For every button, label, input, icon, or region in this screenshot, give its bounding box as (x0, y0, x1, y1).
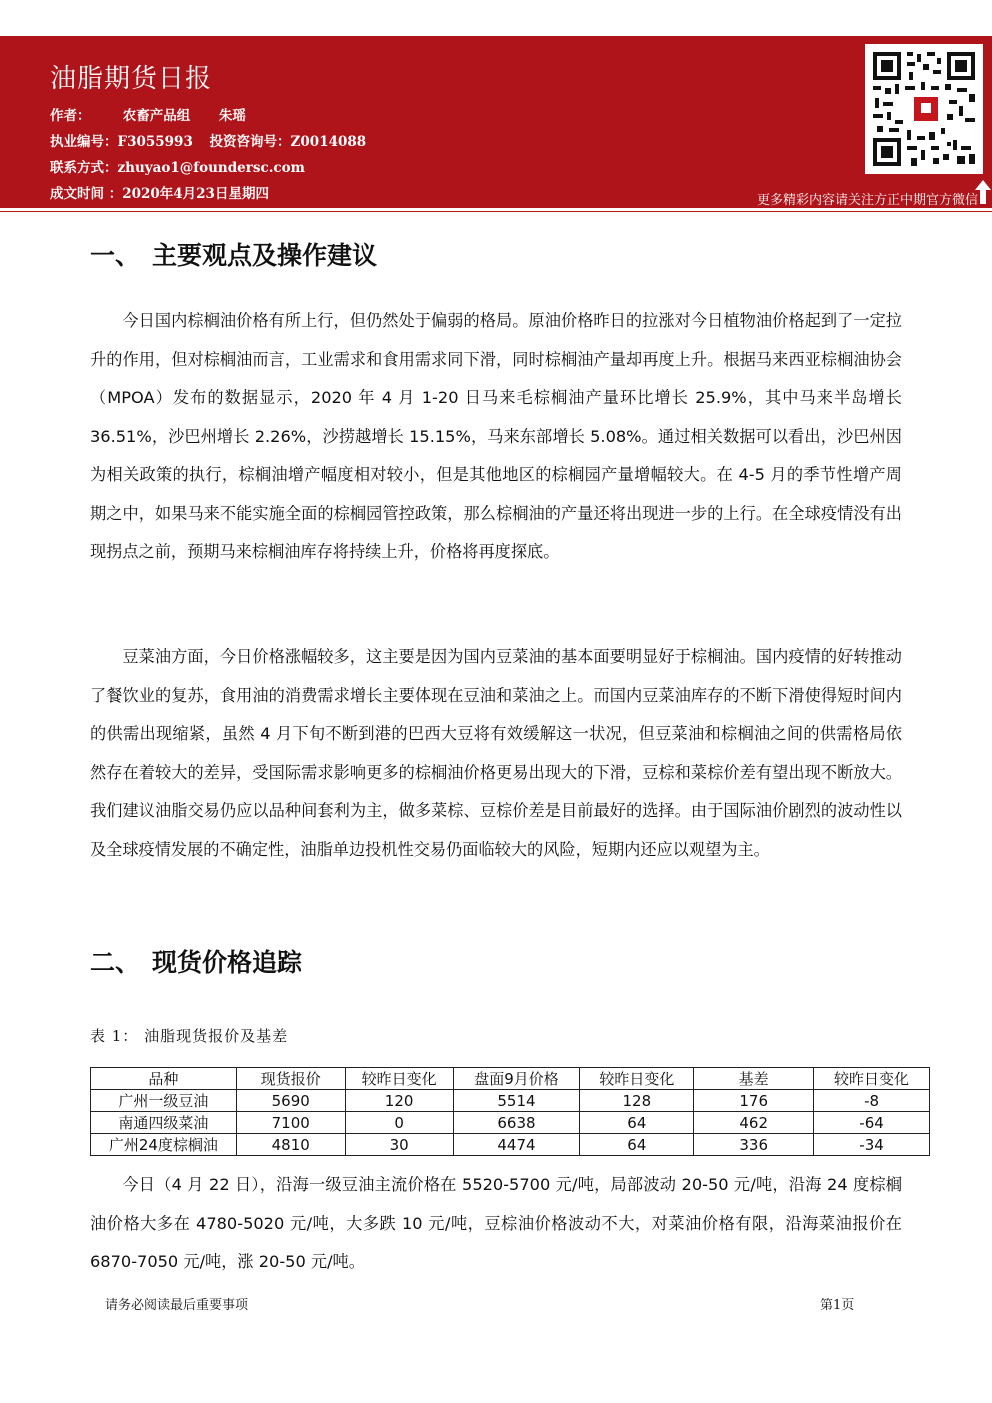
contact-line: 联系方式：zhuyao1@foundersc.com (50, 160, 305, 176)
section-2-title: 现货价格追踪 (152, 948, 303, 977)
table-cell: 64 (580, 1134, 694, 1156)
qr-code-icon (871, 50, 977, 168)
table-row (91, 1134, 930, 1156)
table-header: 品种 (91, 1068, 237, 1090)
arrow-up-icon (974, 178, 992, 206)
paragraph-spot-summary: 今日（4 月 22 日），沿海一级豆油主流价格在 5520-5700 元/吨，局部波动 20-50 元/吨，沿海 24 度棕榈油价格大多在 4780-5020 元/吨，大多跌 10 元/吨，豆棕油价格波动不大，对菜油价格有限，沿海菜油报价在 6870-7050 元/吨，涨 20-50 元/吨。 (90, 1175, 902, 1271)
author-group: 农畜产品组 (122, 108, 191, 124)
table-cell: 128 (580, 1090, 694, 1112)
table-header: 较昨日变化 (580, 1068, 694, 1090)
table-header: 现货报价 (236, 1068, 345, 1090)
section-1-title: 主要观点及操作建议 (152, 241, 378, 270)
table-cell: 4810 (236, 1134, 345, 1156)
table-cell: 0 (345, 1112, 453, 1134)
table-cell: 30 (345, 1134, 453, 1156)
section-2-number: 二、 (90, 948, 141, 977)
table-row (91, 1112, 930, 1134)
table-cell: -34 (814, 1134, 930, 1156)
table-cell: -8 (814, 1090, 930, 1112)
wechat-note: 更多精彩内容请关注方正中期官方微信 (756, 193, 978, 208)
author-name: 朱瑶 (218, 108, 246, 124)
table-header: 较昨日变化 (814, 1068, 930, 1090)
table-cell: 5690 (236, 1090, 345, 1112)
table-header: 基差 (694, 1068, 814, 1090)
date-line: 成文时间 ：2020年4月23日星期四 (50, 186, 269, 202)
table-cell: 120 (345, 1090, 453, 1112)
table-header: 盘面9月价格 (453, 1068, 580, 1090)
section-1-number: 一、 (90, 241, 141, 270)
section-1-heading (90, 236, 377, 272)
footer-disclaimer: 请务必阅读最后重要事项 (105, 1298, 249, 1313)
report-title: 油脂期货日报 (50, 64, 213, 94)
table-cell: 5514 (453, 1090, 580, 1112)
table-cell: 336 (694, 1134, 814, 1156)
spot-price-table (90, 1067, 930, 1156)
table-header-row (91, 1068, 930, 1090)
table-cell: 7100 (236, 1112, 345, 1134)
table-cell: 4474 (453, 1134, 580, 1156)
table-cell: 64 (580, 1112, 694, 1134)
table-cell: 广州24度棕榈油 (91, 1134, 237, 1156)
table-header: 较昨日变化 (345, 1068, 453, 1090)
paragraph-soy-rapeseed: 豆菜油方面，今日价格涨幅较多，这主要是因为国内豆菜油的基本面要明显好于棕榈油。国内疫情的好转推动了餐饮业的复苏，食用油的消费需求增长主要体现在豆油和菜油之上。而国内豆菜油库存的不断下滑使得短时间内的供需出现缩紧，虽然 4 月下旬不断到港的巴西大豆将有效缓解这一状况，但豆菜油和棕榈油之间的供需格局依然存在着较大的差异，受国际需求影响更多的棕榈油价格更易出现大的下滑，豆棕和菜棕价差有望出现不断放大。我们建议油脂交易仍应以品种间套利为主，做多菜棕、豆棕价差是目前最好的选择。由于国际油价剧烈的波动性以及全球疫情发展的不确定性，油脂单边投机性交易仍面临较大的风险，短期内还应以观望为主。 (90, 647, 902, 859)
table-cell: -64 (814, 1112, 930, 1134)
license-line (50, 130, 366, 150)
table-cell: 南通四级菜油 (91, 1112, 237, 1134)
section-2-heading (90, 943, 302, 979)
page-number: 第1页 (820, 1298, 855, 1313)
table-cell: 462 (694, 1112, 814, 1134)
author-line (50, 104, 246, 124)
author-label: 作者： (50, 108, 91, 124)
table-row (91, 1090, 930, 1112)
table-cell: 广州一级豆油 (91, 1090, 237, 1112)
paragraph-palm-oil: 今日国内棕榈油价格有所上行，但仍然处于偏弱的格局。原油价格昨日的拉涨对今日植物油价格起到了一定拉升的作用，但对棕榈油而言，工业需求和食用需求同下滑，同时棕榈油产量却再度上升。根据马来西亚棕榈油协会（MPOA）发布的数据显示，2020 年 4 月 1-20 日马来毛棕榈油产量环比增长 25.9%，其中马来半岛增长 36.51%，沙巴州增长 2.26%，沙捞越增长 15.15%，马来东部增长 5.08%。通过相关数据可以看出，沙巴州因为相关政策的执行，棕榈油增产幅度相对较小，但是其他地区的棕榈园产量增幅较大。在 4-5 月的季节性增产周期之中，如果马来不能实施全面的棕榈园管控政策，那么棕榈油的产量还将出现进一步的上行。在全球疫情没有出现拐点之前，预期马来棕榈油库存将持续上升，价格将再度探底。 (90, 311, 902, 561)
table-cell: 6638 (453, 1112, 580, 1134)
qr-code (865, 44, 983, 174)
license-number: 执业编号：F3055993 (50, 134, 193, 150)
table-caption: 表 1： 油脂现货报价及基差 (90, 1027, 289, 1045)
advisory-number: 投资咨询号：Z0014088 (209, 134, 367, 150)
table-cell: 176 (694, 1090, 814, 1112)
